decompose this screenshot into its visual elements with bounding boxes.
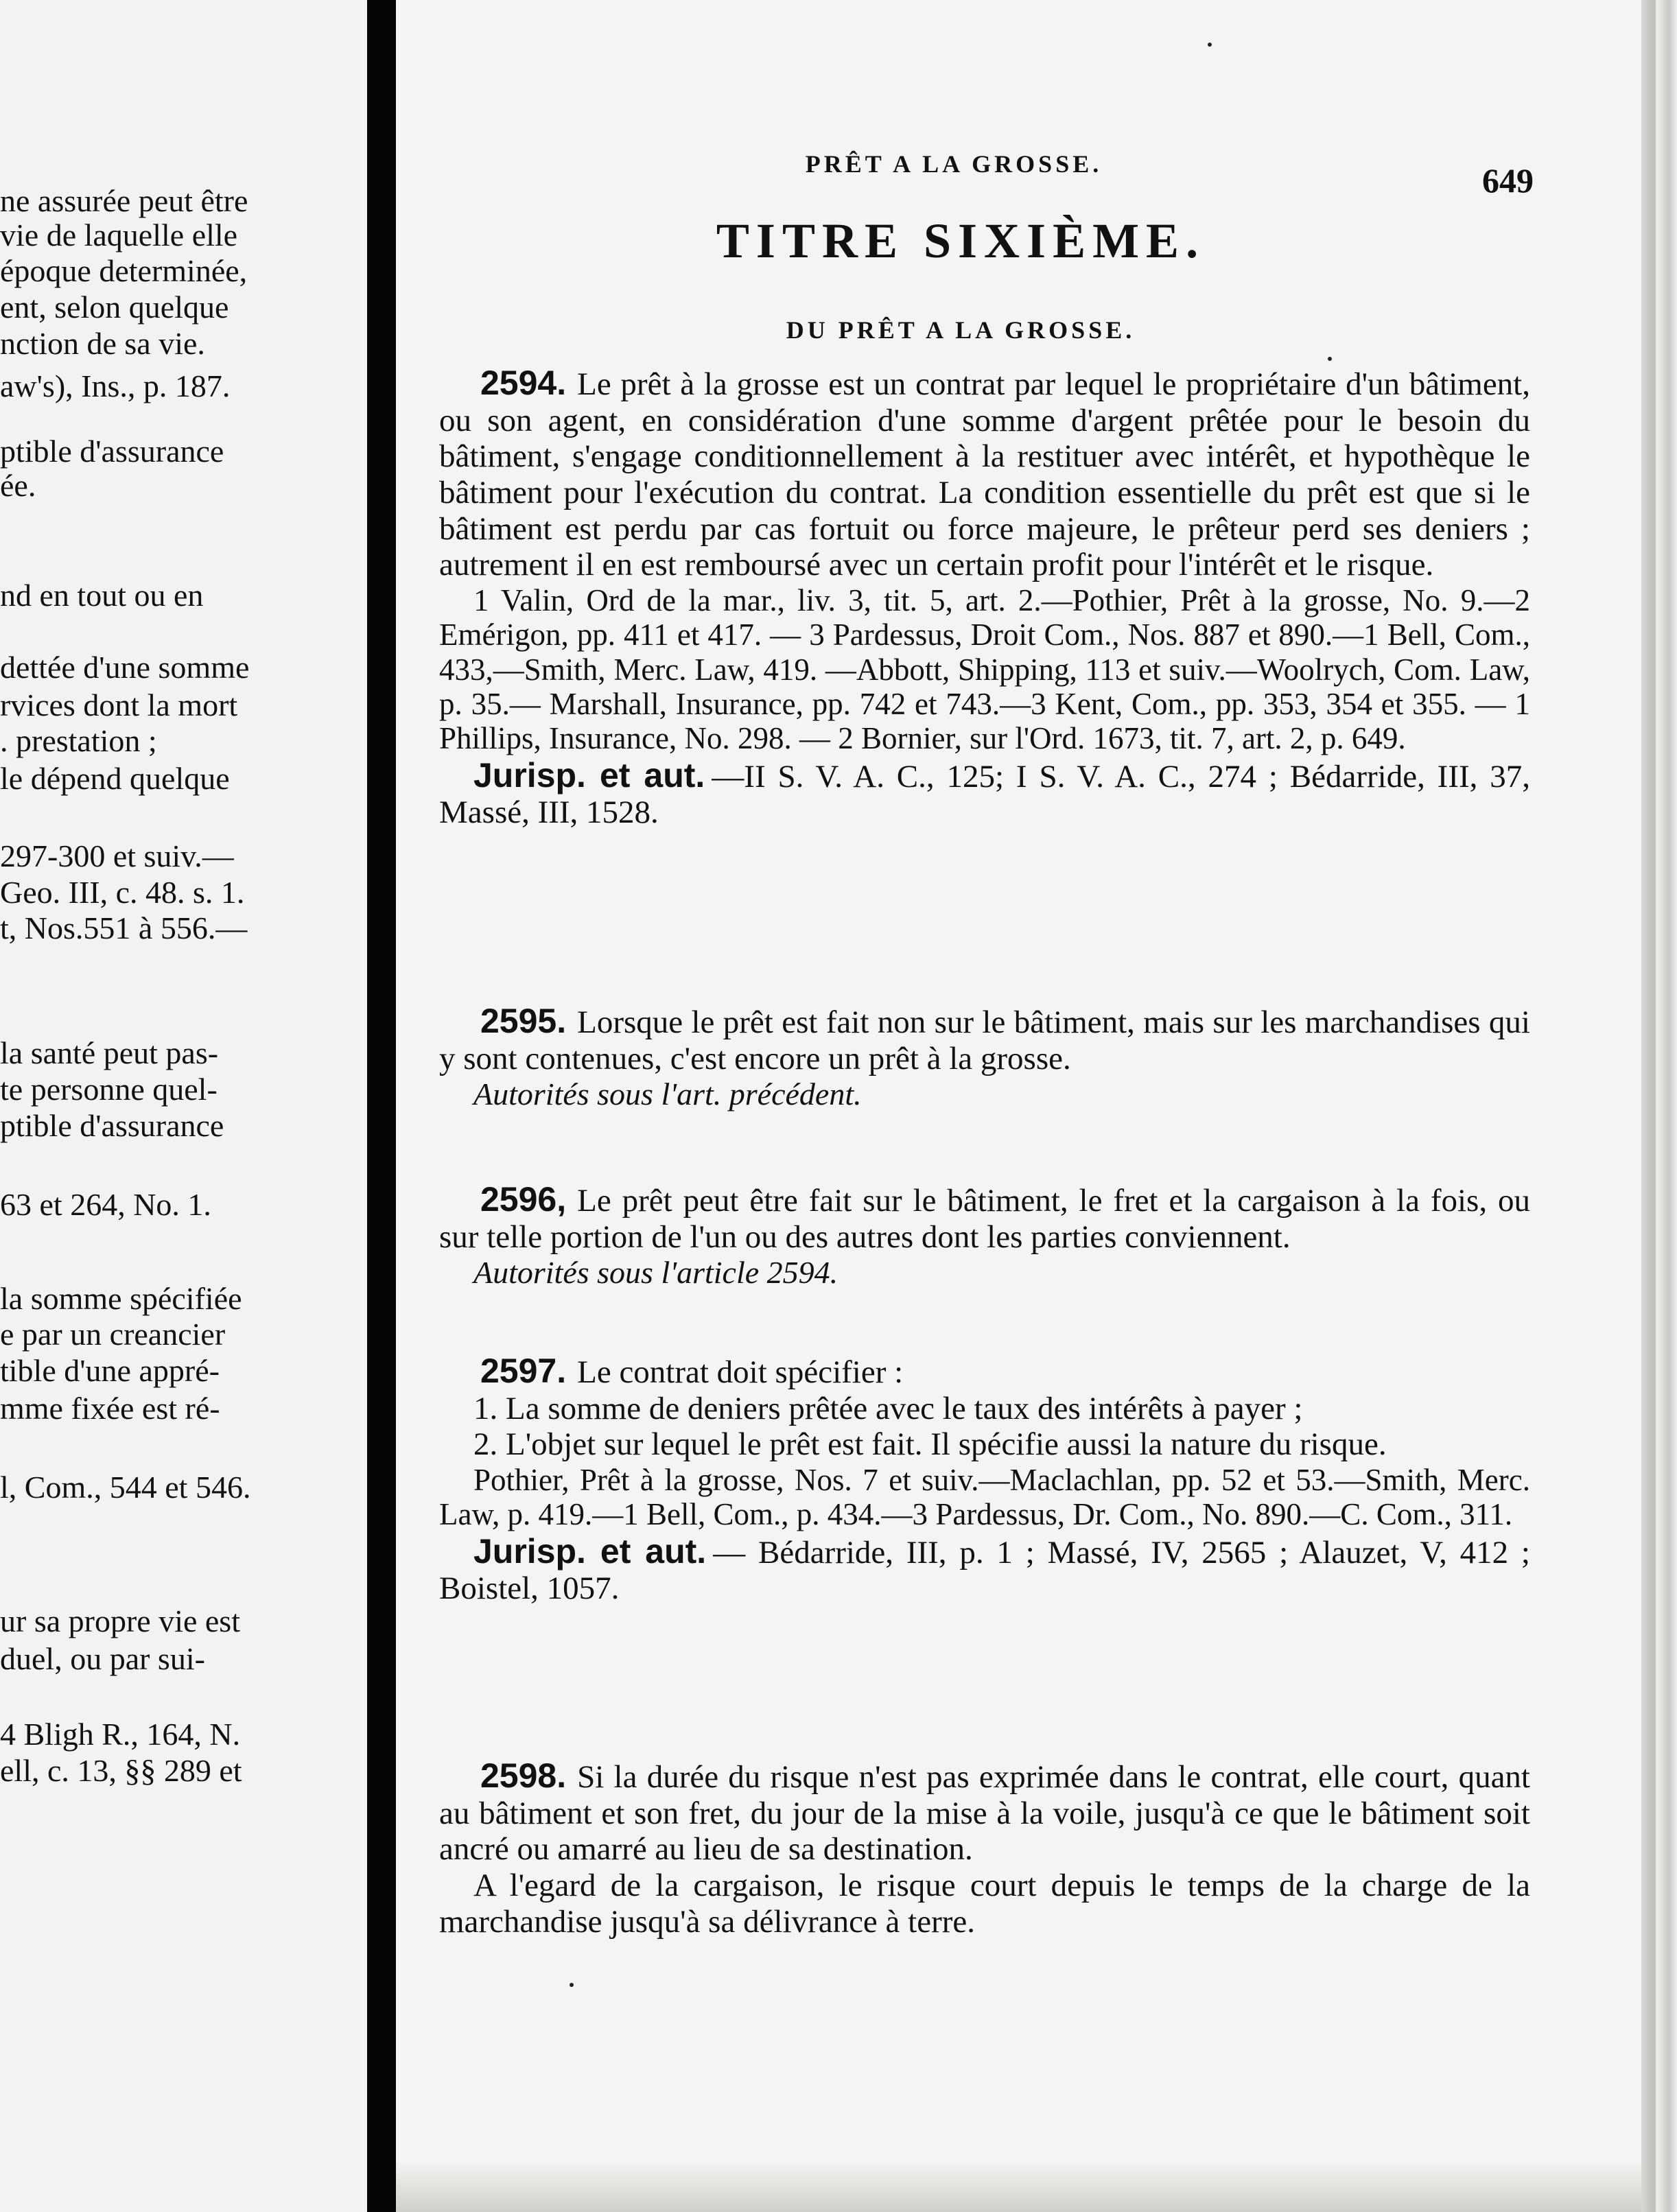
left-line: dettée d'une somme (0, 650, 250, 685)
jurisprudence-text: —II S. V. A. C., 125; I S. V. A. C., 274 ; Bédarride, III, 37, Massé, III, 1528. (439, 758, 1530, 831)
left-line: la somme spécifiée (0, 1281, 242, 1316)
book-gutter (367, 0, 396, 2212)
left-line: 4 Bligh R., 164, N. (0, 1717, 241, 1752)
scan-speck (570, 1983, 574, 1987)
article-2596 (439, 1180, 1530, 1291)
article-2594 (439, 364, 1530, 831)
article-text: Si la durée du risque n'est pas exprimée dans le contrat, elle court, quant au bâtiment et son fret, du jour de la mise à la voile, jusqu'à ce que le bâtiment soit ancré ou amarré au lieu de sa destination. (439, 1759, 1530, 1868)
article-text: Le contrat doit spécifier : (577, 1354, 904, 1390)
article-item-1: 1. La somme de deniers prêtée avec le taux des intérêts à payer ; (473, 1390, 1303, 1426)
left-line: Geo. III, c. 48. s. 1. (0, 875, 245, 910)
jurisprudence-text: — Bédarride, III, p. 1 ; Massé, IV, 2565 ; Alauzet, V, 412 ; Boistel, 1057. (439, 1534, 1530, 1607)
jurisprudence-label: Jurisp. et aut. (473, 755, 705, 795)
left-line: t, Nos.551 à 556.— (0, 910, 248, 945)
article-paragraph-2: A l'egard de la cargaison, le risque court depuis le temps de la charge de la marchandise jusqu'à sa délivrance à terre. (439, 1867, 1530, 1940)
article-authorities: Autorités sous l'art. précédent. (473, 1076, 862, 1112)
article-number: 2595. (480, 1002, 567, 1040)
left-line: vie de laquelle elle (0, 217, 238, 252)
article-number: 2598. (480, 1756, 567, 1795)
left-line: la santé peut pas- (0, 1035, 219, 1070)
article-item-2: 2. L'objet sur lequel le prêt est fait. Il spécifie aussi la nature du risque. (473, 1426, 1387, 1463)
left-line: ne assurée peut être (0, 183, 248, 218)
article-references: 1 Valin, Ord de la mar., liv. 3, tit. 5, art. 2.—Pothier, Prêt à la grosse, No. 9.—2 Emérigon, pp. 411 et 417. — 3 Pardessus, Droit Com., Nos. 887 et 890.—1 Bell, Com., 433,—Smith, Merc. Law, 419. —Abbott, Shipping, 113 et suiv.—Woolrych, Com. Law, p. 35.— Marshall, Insurance, pp. 742 et 743.—3 Kent, Com., pp. 353, 354 et 355. — 1 Phillips, Insurance, No. 298. — 2 Bornier, sur l'Ord. 1673, tit. 7, art. 2, p. 649. (439, 583, 1530, 756)
left-line: e par un creancier (0, 1317, 226, 1352)
left-page-fragment (0, 0, 367, 2212)
left-line: 63 et 264, No. 1. (0, 1187, 211, 1222)
left-line: te personne quel- (0, 1072, 218, 1107)
article-2595 (439, 1002, 1530, 1112)
jurisprudence-label: Jurisp. et aut. (473, 1531, 707, 1570)
article-references: Pothier, Prêt à la grosse, Nos. 7 et suiv.—Maclachlan, pp. 52 et 53.—Smith, Merc. Law, p. 419.—1 Bell, Com., p. 434.—3 Pardessus, Dr. Com., No. 890.—C. Com., 311. (439, 1462, 1530, 1532)
left-line: nction de sa vie. (0, 326, 205, 361)
page-bottom-shadow (396, 2161, 1641, 2212)
article-number: 2597. (480, 1352, 567, 1390)
left-line: duel, ou par sui- (0, 1641, 205, 1676)
article-text: Le prêt à la grosse est un contrat par lequel le propriétaire d'un bâtiment, ou son agent, en considération d'une somme d'argent prêtée pour le besoin du bâtiment, s'engage conditionnellement à la restituer avec intérêt, et hypothèque le bâtiment pour l'exécution du contrat. La condition essentielle du prêt est que si le bâtiment est perdu par cas fortuit ou force majeure, le prêteur perd ses deniers ; autrement il en est remboursé avec un certain profit pour l'intérêt et le risque. (439, 366, 1530, 583)
article-authorities: Autorités sous l'article 2594. (473, 1255, 838, 1291)
left-line: aw's), Ins., p. 187. (0, 368, 231, 403)
left-line: ell, c. 13, §§ 289 et (0, 1753, 242, 1788)
running-title: PRÊT A LA GROSSE. (805, 150, 1103, 178)
article-text: Le prêt peut être fait sur le bâtiment, le fret et la cargaison à la fois, ou sur telle portion de l'un ou des autres dont les parties conviennent. (439, 1183, 1530, 1255)
article-number: 2594. (480, 364, 567, 402)
section-subtitle: DU PRÊT A LA GROSSE. (786, 316, 1136, 344)
article-2598 (439, 1756, 1530, 1940)
page-edge (1641, 0, 1677, 2212)
left-line: le dépend quelque (0, 761, 230, 796)
page-number: 649 (1482, 161, 1534, 200)
left-line: mme fixée est ré- (0, 1391, 220, 1426)
section-title: TITRE SIXIÈME. (716, 213, 1206, 268)
left-line: ptible d'assurance (0, 434, 224, 469)
left-line: nd en tout ou en (0, 578, 204, 613)
left-line: ur sa propre vie est (0, 1603, 240, 1638)
scan-speck (1328, 357, 1332, 361)
left-line: ée. (0, 468, 36, 503)
left-line: l, Com., 544 et 546. (0, 1470, 251, 1505)
article-2597 (439, 1352, 1530, 1607)
left-line: ptible d'assurance (0, 1108, 224, 1143)
left-line: rvices dont la mort (0, 687, 238, 722)
left-line: 297-300 et suiv.— (0, 838, 234, 873)
article-number: 2596, (480, 1180, 567, 1219)
left-line: . prestation ; (0, 723, 157, 758)
scan-speck (1208, 43, 1212, 47)
left-line: ent, selon quelque (0, 290, 229, 325)
left-line: époque determinée, (0, 253, 248, 288)
left-line: tible d'une appré- (0, 1353, 220, 1388)
article-text: Lorsque le prêt est fait non sur le bâtiment, mais sur les marchandises qui y sont contenues, c'est encore un prêt à la grosse. (439, 1004, 1530, 1076)
